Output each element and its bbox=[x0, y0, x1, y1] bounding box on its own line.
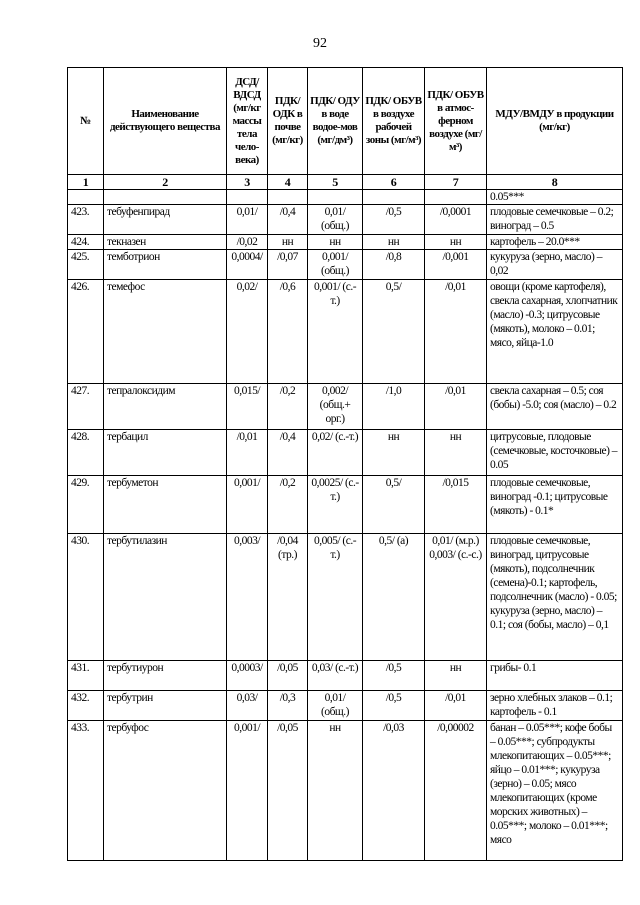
work-air-value: /0,5 bbox=[363, 691, 425, 721]
row-number: 427. bbox=[68, 384, 104, 430]
atm-air-value: нн bbox=[425, 661, 487, 691]
water-value: 0,02/ (с.-т.) bbox=[308, 430, 363, 476]
substance-name: тебуфенпирад bbox=[104, 205, 227, 235]
table-row bbox=[68, 721, 623, 861]
work-air-value: нн bbox=[363, 430, 425, 476]
mrl-value: картофель – 20.0*** bbox=[487, 235, 623, 250]
water-value: 0,005/ (с.-т.) bbox=[308, 534, 363, 661]
column-number: 3 bbox=[227, 175, 268, 190]
substance-name: тербутилазин bbox=[104, 534, 227, 661]
water-value: 0,01/ (общ.) bbox=[308, 691, 363, 721]
soil-value: /0,6 bbox=[268, 280, 308, 384]
header-substance-name: Наименование действующего вещества bbox=[104, 68, 227, 175]
table-row bbox=[68, 691, 623, 721]
dsd-value: 0,003/ bbox=[227, 534, 268, 661]
row-number: 433. bbox=[68, 721, 104, 861]
row-number: 428. bbox=[68, 430, 104, 476]
soil-value: /0,2 bbox=[268, 384, 308, 430]
soil-value: /0,4 bbox=[268, 430, 308, 476]
table-row bbox=[68, 430, 623, 476]
work-air-value: /1,0 bbox=[363, 384, 425, 430]
atm-air-value: 0,01/ (м.р.) 0,003/ (с.-с.) bbox=[425, 534, 487, 661]
work-air-value: 0,5/ (а) bbox=[363, 534, 425, 661]
dsd-value: 0,0003/ bbox=[227, 661, 268, 691]
atm-air-value: /0,01 bbox=[425, 280, 487, 384]
atm-air-value: /0,01 bbox=[425, 384, 487, 430]
mrl-value: зерно хлебных злаков – 0.1; картофель - 0.1 bbox=[487, 691, 623, 721]
soil-value: /0,4 bbox=[268, 205, 308, 235]
soil-value: /0,2 bbox=[268, 476, 308, 534]
table-row bbox=[68, 250, 623, 280]
dsd-value: 0,001/ bbox=[227, 721, 268, 861]
substance-name: тепралоксидим bbox=[104, 384, 227, 430]
water-value: 0,002/ (общ.+ орг.) bbox=[308, 384, 363, 430]
dsd-value: 0,015/ bbox=[227, 384, 268, 430]
substance-name: текназен bbox=[104, 235, 227, 250]
page-number: 92 bbox=[313, 36, 327, 51]
atm-air-value: /0,015 bbox=[425, 476, 487, 534]
column-number: 4 bbox=[268, 175, 308, 190]
soil-value: /0,3 bbox=[268, 691, 308, 721]
atm-air-value: /0,0001 bbox=[425, 205, 487, 235]
work-air-value: /0,8 bbox=[363, 250, 425, 280]
continuation-text: 0.05*** bbox=[487, 190, 623, 205]
table-row bbox=[68, 661, 623, 691]
substance-name: тербацил bbox=[104, 430, 227, 476]
soil-value: нн bbox=[268, 235, 308, 250]
work-air-value: 0,5/ bbox=[363, 280, 425, 384]
atm-air-value: /0,01 bbox=[425, 691, 487, 721]
soil-value: /0,05 bbox=[268, 661, 308, 691]
table-row bbox=[68, 476, 623, 534]
row-number: 431. bbox=[68, 661, 104, 691]
header-dsd: ДСД/ ВДСД (мг/кг массы тела чело-века) bbox=[227, 68, 268, 175]
pesticide-table bbox=[67, 67, 623, 861]
header-work-air: ПДК/ ОБУВ в воздухе рабочей зоны (мг/м³) bbox=[363, 68, 425, 175]
soil-value: /0,04 (тр.) bbox=[268, 534, 308, 661]
header-row bbox=[68, 68, 623, 175]
dsd-value: 0,01/ bbox=[227, 205, 268, 235]
header-number: № bbox=[68, 68, 104, 175]
work-air-value: /0,5 bbox=[363, 661, 425, 691]
mrl-value: банан – 0.05***; кофе бобы – 0.05***; субпродукты млекопитающих – 0.05***; яйцо – 0.01***; кукуруза (зерно) – 0.05; мясо млекопитающих (кроме морских животных) – 0.05***; молоко – 0.01***; мясо bbox=[487, 721, 623, 861]
water-value: 0,001/ (с.-т.) bbox=[308, 280, 363, 384]
column-number-row bbox=[68, 175, 623, 190]
atm-air-value: нн bbox=[425, 235, 487, 250]
row-number: 430. bbox=[68, 534, 104, 661]
table-row bbox=[68, 384, 623, 430]
dsd-value: 0,03/ bbox=[227, 691, 268, 721]
row-number: 424. bbox=[68, 235, 104, 250]
table-row bbox=[68, 534, 623, 661]
header-water: ПДК/ ОДУ в воде водое-мов (мг/дм³) bbox=[308, 68, 363, 175]
work-air-value: нн bbox=[363, 235, 425, 250]
atm-air-value: /0,001 bbox=[425, 250, 487, 280]
row-number: 425. bbox=[68, 250, 104, 280]
soil-value: /0,05 bbox=[268, 721, 308, 861]
table-row bbox=[68, 205, 623, 235]
row-number: 432. bbox=[68, 691, 104, 721]
substance-name: темботрион bbox=[104, 250, 227, 280]
substance-name: тербуметон bbox=[104, 476, 227, 534]
mrl-value: плодовые семечковые, виноград, цитрусовые (мякоть), подсолнечник (семена)-0.1; картофель, подсолнечник (масло) - 0.05; кукуруза (зерно, масло) – 0.1; соя (бобы, масло) – 0,1 bbox=[487, 534, 623, 661]
header-mrl: МДУ/ВМДУ в продукции (мг/кг) bbox=[487, 68, 623, 175]
column-number: 1 bbox=[68, 175, 104, 190]
dsd-value: 0,02/ bbox=[227, 280, 268, 384]
header-soil: ПДК/ ОДК в почве (мг/кг) bbox=[268, 68, 308, 175]
mrl-value: кукуруза (зерно, масло) – 0,02 bbox=[487, 250, 623, 280]
row-number: 423. bbox=[68, 205, 104, 235]
continuation-row bbox=[68, 190, 623, 205]
water-value: 0,01/ (общ.) bbox=[308, 205, 363, 235]
dsd-value: 0,001/ bbox=[227, 476, 268, 534]
work-air-value: /0,5 bbox=[363, 205, 425, 235]
column-number: 2 bbox=[104, 175, 227, 190]
mrl-value: плодовые семечковые – 0.2; виноград – 0.5 bbox=[487, 205, 623, 235]
work-air-value: /0,03 bbox=[363, 721, 425, 861]
table-row bbox=[68, 235, 623, 250]
dsd-value: /0,01 bbox=[227, 430, 268, 476]
substance-name: тербуфос bbox=[104, 721, 227, 861]
mrl-value: грибы- 0.1 bbox=[487, 661, 623, 691]
column-number: 5 bbox=[308, 175, 363, 190]
soil-value: /0,07 bbox=[268, 250, 308, 280]
water-value: 0,001/ (общ.) bbox=[308, 250, 363, 280]
water-value: 0,0025/ (с.-т.) bbox=[308, 476, 363, 534]
dsd-value: 0,0004/ bbox=[227, 250, 268, 280]
mrl-value: цитрусовые, плодовые (семечковые, косточковые) – 0.05 bbox=[487, 430, 623, 476]
column-number: 8 bbox=[487, 175, 623, 190]
header-atm-air: ПДК/ ОБУВ в атмос-ферном воздухе (мг/м³) bbox=[425, 68, 487, 175]
row-number: 429. bbox=[68, 476, 104, 534]
water-value: нн bbox=[308, 235, 363, 250]
atm-air-value: нн bbox=[425, 430, 487, 476]
mrl-value: свекла сахарная – 0.5; соя (бобы) -5.0; соя (масло) – 0.2 bbox=[487, 384, 623, 430]
mrl-value: овощи (кроме картофеля), свекла сахарная, хлопчатник (масло) -0.3; цитрусовые (мякоть), молоко – 0.01; мясо, яйца-1.0 bbox=[487, 280, 623, 384]
work-air-value: 0,5/ bbox=[363, 476, 425, 534]
column-number: 7 bbox=[425, 175, 487, 190]
water-value: нн bbox=[308, 721, 363, 861]
mrl-value: плодовые семечковые, виноград -0.1; цитрусовые (мякоть) - 0.1* bbox=[487, 476, 623, 534]
atm-air-value: /0,00002 bbox=[425, 721, 487, 861]
row-number: 426. bbox=[68, 280, 104, 384]
dsd-value: /0,02 bbox=[227, 235, 268, 250]
column-number: 6 bbox=[363, 175, 425, 190]
substance-name: темефос bbox=[104, 280, 227, 384]
water-value: 0,03/ (с.-т.) bbox=[308, 661, 363, 691]
substance-name: тербутрин bbox=[104, 691, 227, 721]
substance-name: тербутиурон bbox=[104, 661, 227, 691]
table-row bbox=[68, 280, 623, 384]
